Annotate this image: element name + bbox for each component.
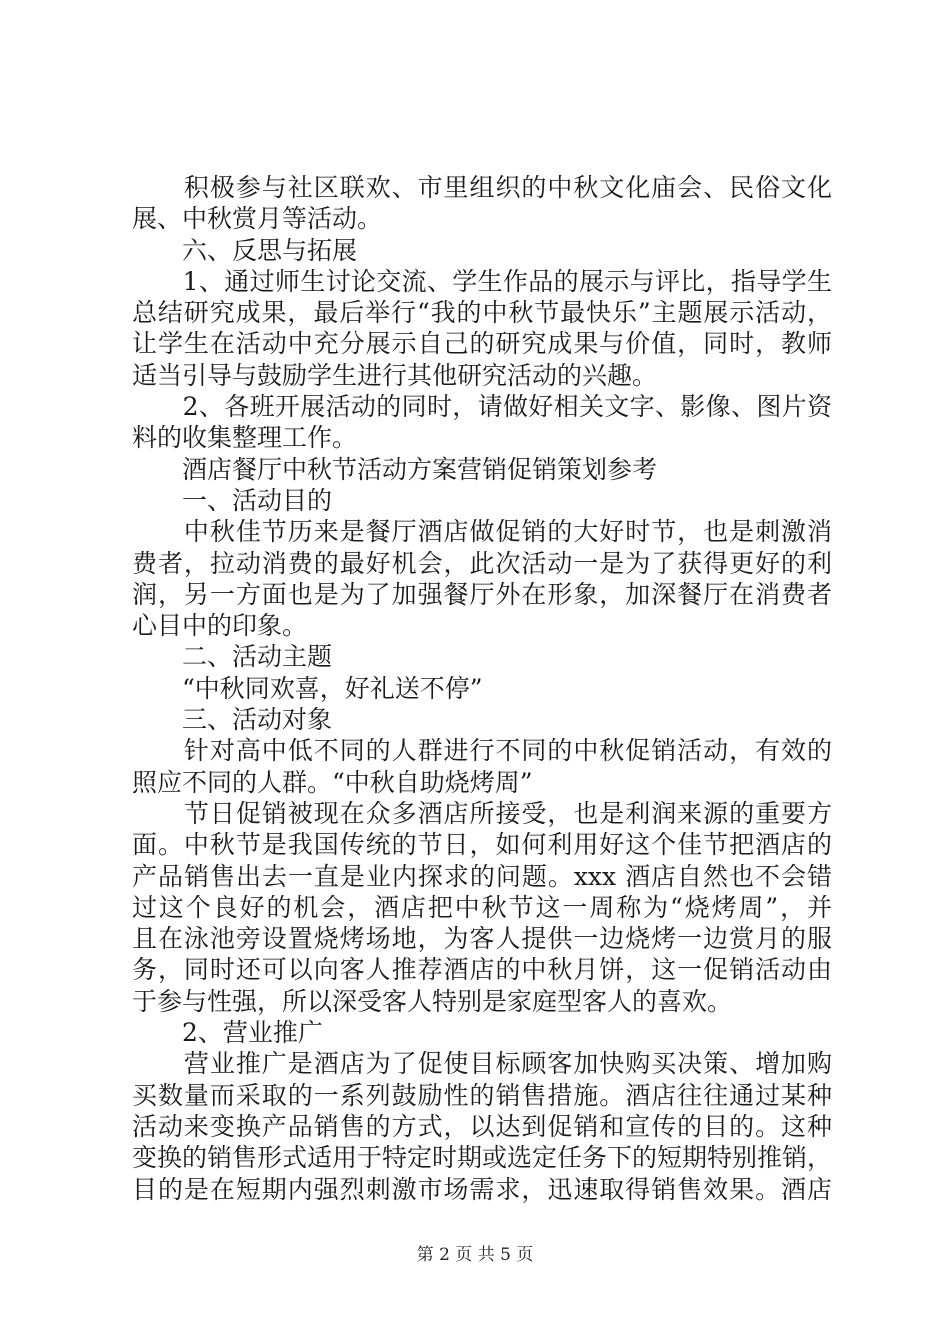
text-line: 活动来变换产品销售的方式，以达到促销和宣传的目的。这种 bbox=[132, 1111, 832, 1141]
text-line: 六、反思与拓展 bbox=[132, 235, 358, 265]
text-line: 费者，拉动消费的最好机会，此次活动一是为了获得更好的利 bbox=[132, 548, 832, 578]
text-line: 照应不同的人群。“中秋自助烧烤周” bbox=[132, 767, 533, 797]
text-line: 产品销售出去一直是业内探求的问题。xxx 酒店自然也不会错 bbox=[132, 861, 832, 891]
text-line: 目的是在短期内强烈刺激市场需求，迅速取得销售效果。酒店 bbox=[132, 1174, 832, 1204]
page-footer: 第 2 页 共 5 页 bbox=[416, 1245, 534, 1265]
text-line: 节日促销被现在众多酒店所接受，也是利润来源的重要方 bbox=[132, 798, 832, 828]
text-line: 酒店餐厅中秋节活动方案营销促销策划参考 bbox=[132, 454, 658, 484]
text-line: 适当引导与鼓励学生进行其他研究活动的兴趣。 bbox=[132, 360, 658, 390]
text-line: 让学生在活动中充分展示自己的研究成果与价值，同时，教师 bbox=[132, 329, 832, 359]
text-line: “中秋同欢喜，好礼送不停” bbox=[132, 673, 483, 703]
text-line: 积极参与社区联欢、市里组织的中秋文化庙会、民俗文化 bbox=[132, 173, 832, 202]
text-line: 面。中秋节是我国传统的节日，如何利用好这个佳节把酒店的 bbox=[132, 830, 832, 860]
text-line: 料的收集整理工作。 bbox=[132, 423, 358, 453]
text-line: 润，另一方面也是为了加强餐厅外在形象，加深餐厅在消费者 bbox=[132, 579, 832, 609]
text-line: 营业推广是酒店为了促使目标顾客加快购买决策、增加购 bbox=[132, 1049, 832, 1079]
text-line: 二、活动主题 bbox=[132, 642, 333, 672]
text-line: 1、通过师生讨论交流、学生作品的展示与评比，指导学生 bbox=[132, 266, 832, 296]
text-line: 务，同时还可以向客人推荐酒店的中秋月饼，这一促销活动由 bbox=[132, 955, 832, 985]
text-line: 三、活动对象 bbox=[132, 705, 333, 735]
text-line: 总结研究成果，最后举行“我的中秋节最快乐”主题展示活动， bbox=[132, 298, 832, 328]
text-line: 一、活动目的 bbox=[132, 485, 333, 515]
text-line: 买数量而采取的一系列鼓励性的销售措施。酒店往往通过某种 bbox=[132, 1080, 832, 1110]
document-body bbox=[132, 172, 832, 1205]
text-line: 于参与性强，所以深受客人特别是家庭型客人的喜欢。 bbox=[132, 986, 733, 1016]
text-line: 过这个良好的机会，酒店把中秋节这一周称为“烧烤周”，并 bbox=[132, 892, 832, 922]
text-line: 2、各班开展活动的同时，请做好相关文字、影像、图片资 bbox=[132, 392, 832, 422]
text-line: 且在泳池旁设置烧烤场地，为客人提供一边烧烤一边赏月的服 bbox=[132, 924, 832, 954]
text-line: 针对高中低不同的人群进行不同的中秋促销活动，有效的 bbox=[132, 736, 832, 766]
text-line: 展、中秋赏月等活动。 bbox=[132, 204, 383, 234]
text-line: 2、营业推广 bbox=[132, 1018, 323, 1048]
text-line: 变换的销售形式适用于特定时期或选定任务下的短期特别推销， bbox=[132, 1143, 832, 1173]
text-line: 心目中的印象。 bbox=[132, 611, 308, 641]
text-line: 中秋佳节历来是餐厅酒店做促销的大好时节，也是刺激消 bbox=[132, 517, 832, 547]
